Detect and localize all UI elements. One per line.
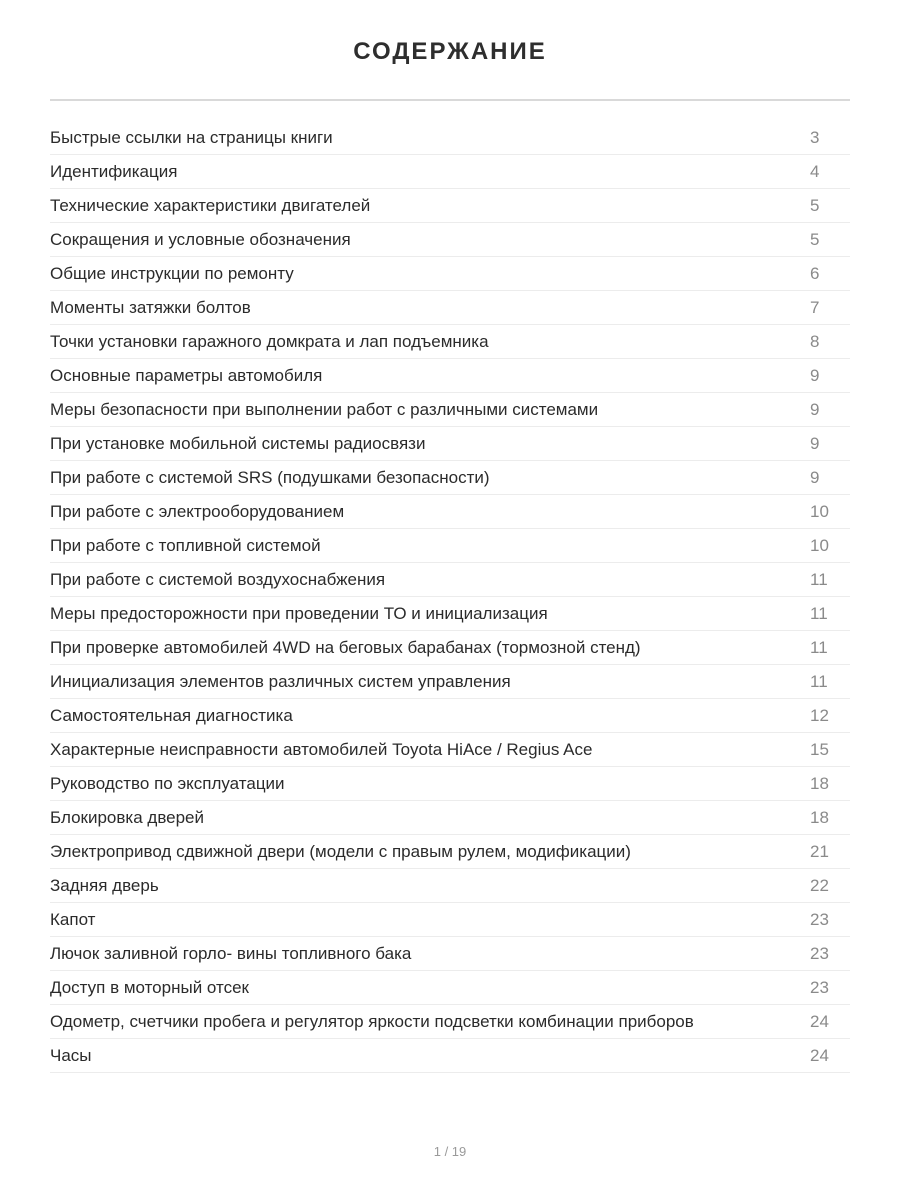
toc-entry[interactable]: [50, 801, 850, 835]
toc-entry-page-number[interactable]: 18: [810, 773, 829, 793]
toc-entry[interactable]: [50, 223, 850, 257]
toc-entry-title[interactable]: Лючок заливной горло- вины топливного бака: [50, 943, 412, 963]
toc-entry-title[interactable]: Задняя дверь: [50, 875, 159, 895]
toc-entry-title[interactable]: Идентификация: [50, 161, 178, 181]
toc-entry-title[interactable]: Самостоятельная диагностика: [50, 705, 293, 725]
toc-entry-page-number[interactable]: 11: [810, 637, 828, 657]
toc-entry[interactable]: [50, 529, 850, 563]
toc-entry-title[interactable]: Часы: [50, 1045, 92, 1065]
toc-entry[interactable]: [50, 325, 850, 359]
toc-entry-page-number[interactable]: 23: [810, 977, 829, 997]
toc-entry-page-number[interactable]: 7: [810, 297, 820, 317]
toc-entry-title[interactable]: Капот: [50, 909, 96, 929]
toc-entry-page-number[interactable]: 11: [810, 603, 828, 623]
toc-entry[interactable]: [50, 189, 850, 223]
toc-entry-page-number[interactable]: 11: [810, 671, 828, 691]
toc-entry-page-number[interactable]: 21: [810, 841, 829, 861]
toc-entry[interactable]: [50, 869, 850, 903]
toc-entry[interactable]: [50, 155, 850, 189]
toc-entry-title[interactable]: При установке мобильной системы радиосвязи: [50, 433, 426, 453]
toc-entry[interactable]: [50, 903, 850, 937]
toc-entry-page-number[interactable]: 24: [810, 1011, 829, 1031]
toc-entry-title[interactable]: Меры предосторожности при проведении ТО и инициализация: [50, 603, 548, 623]
toc-entry-title[interactable]: Технические характеристики двигателей: [50, 195, 371, 215]
toc-entry-page-number[interactable]: 5: [810, 229, 820, 249]
toc-entry-page-number[interactable]: 9: [810, 399, 820, 419]
toc-entry-page-number[interactable]: 3: [810, 127, 820, 147]
toc-entry[interactable]: [50, 597, 850, 631]
toc-entry-page-number[interactable]: 12: [810, 705, 829, 725]
toc-entry-title[interactable]: Основные параметры автомобиля: [50, 365, 323, 385]
toc-entry[interactable]: [50, 393, 850, 427]
toc-entry-title[interactable]: При работе с системой SRS (подушками безопасности): [50, 467, 490, 487]
toc-entry[interactable]: [50, 971, 850, 1005]
toc-entry-title[interactable]: Одометр, счетчики пробега и регулятор яркости подсветки комбинации приборов: [50, 1011, 694, 1031]
toc-entry-title[interactable]: Руководство по эксплуатации: [50, 773, 285, 793]
toc-entry-title[interactable]: Электропривод сдвижной двери (модели с правым рулем, модификации): [50, 841, 631, 861]
toc-entry-page-number[interactable]: 9: [810, 365, 820, 385]
toc-entry[interactable]: [50, 631, 850, 665]
toc-entry[interactable]: [50, 733, 850, 767]
toc-entry[interactable]: [50, 291, 850, 325]
toc-entry-page-number[interactable]: 23: [810, 943, 829, 963]
toc-entry[interactable]: [50, 257, 850, 291]
toc-entry-page-number[interactable]: 18: [810, 807, 829, 827]
toc-entry-title[interactable]: Блокировка дверей: [50, 807, 205, 827]
toc-entry-title[interactable]: Меры безопасности при выполнении работ с различными системами: [50, 399, 599, 419]
toc-entry-page-number[interactable]: 9: [810, 433, 820, 453]
toc-entry[interactable]: [50, 359, 850, 393]
toc-entry-page-number[interactable]: 5: [810, 195, 820, 215]
toc-entry-title[interactable]: Характерные неисправности автомобилей Toyota HiAce / Regius Ace: [50, 739, 593, 759]
toc-entry-page-number[interactable]: 24: [810, 1045, 829, 1065]
toc-entry[interactable]: [50, 563, 850, 597]
page-title: СОДЕРЖАНИЕ: [353, 38, 547, 65]
toc-entry-title[interactable]: При проверке автомобилей 4WD на беговых барабанах (тормозной стенд): [50, 637, 641, 657]
table-of-contents: [50, 121, 850, 1073]
toc-entry-page-number[interactable]: 6: [810, 263, 820, 283]
toc-entry-page-number[interactable]: 10: [810, 501, 829, 521]
page-counter: 1 / 19: [433, 1144, 467, 1159]
toc-entry[interactable]: [50, 699, 850, 733]
toc-entry-page-number[interactable]: 10: [810, 535, 829, 555]
toc-entry-title[interactable]: Общие инструкции по ремонту: [50, 263, 294, 283]
toc-entry[interactable]: [50, 495, 850, 529]
toc-entry-page-number[interactable]: 11: [810, 569, 828, 589]
title-divider: [50, 99, 850, 101]
toc-entry-title[interactable]: Инициализация элементов различных систем управления: [50, 671, 511, 691]
toc-entry[interactable]: [50, 767, 850, 801]
toc-entry[interactable]: [50, 461, 850, 495]
toc-entry-page-number[interactable]: 15: [810, 739, 829, 759]
toc-entry-title[interactable]: Доступ в моторный отсек: [50, 977, 249, 997]
toc-entry[interactable]: [50, 665, 850, 699]
toc-entry[interactable]: [50, 937, 850, 971]
toc-entry-page-number[interactable]: 9: [810, 467, 820, 487]
toc-entry-title[interactable]: При работе с топливной системой: [50, 535, 321, 555]
toc-entry-title[interactable]: Сокращения и условные обозначения: [50, 229, 351, 249]
toc-entry-page-number[interactable]: 8: [810, 331, 820, 351]
toc-entry[interactable]: [50, 1039, 850, 1073]
toc-entry[interactable]: [50, 835, 850, 869]
toc-entry-page-number[interactable]: 23: [810, 909, 829, 929]
toc-entry-title[interactable]: Точки установки гаражного домкрата и лап подъемника: [50, 331, 489, 351]
toc-entry[interactable]: [50, 121, 850, 155]
toc-entry-page-number[interactable]: 4: [810, 161, 820, 181]
toc-entry-title[interactable]: Быстрые ссылки на страницы книги: [50, 127, 333, 147]
toc-entry[interactable]: [50, 1005, 850, 1039]
toc-entry-page-number[interactable]: 22: [810, 875, 829, 895]
toc-entry-title[interactable]: При работе с системой воздухоснабжения: [50, 569, 386, 589]
toc-entry-title[interactable]: Моменты затяжки болтов: [50, 297, 251, 317]
toc-entry-title[interactable]: При работе с электрооборудованием: [50, 501, 345, 521]
toc-entry[interactable]: [50, 427, 850, 461]
